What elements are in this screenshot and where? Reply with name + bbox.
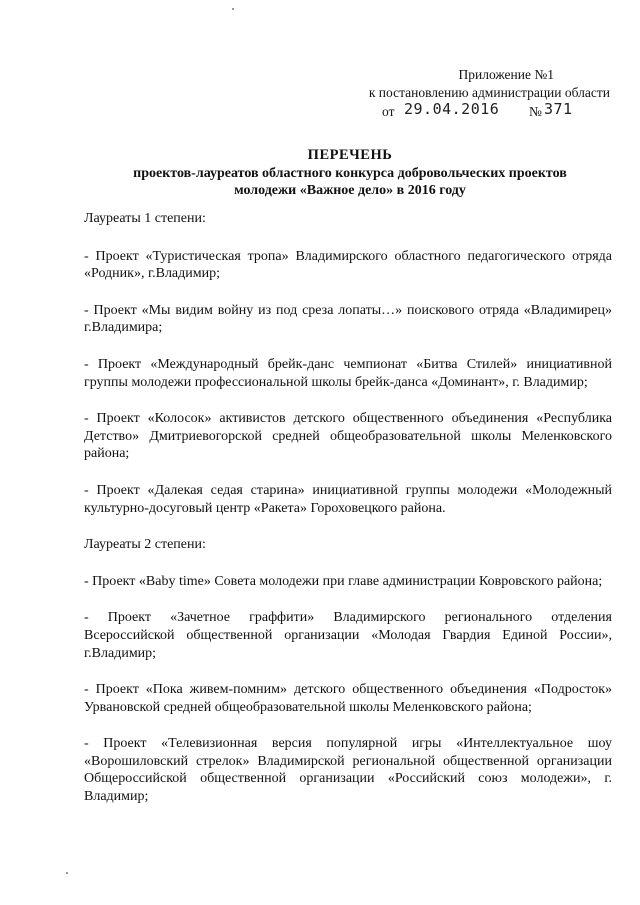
- appendix-title: Приложение №1: [458, 67, 554, 82]
- appendix-date: 29.04.2016: [404, 100, 500, 118]
- appendix-date-prefix: от: [382, 104, 395, 119]
- document-body: [84, 210, 612, 806]
- scan-speck: [66, 872, 68, 874]
- list-item: - Проект «Пока живем-помним» детского общественного объединения «Подросток» Урвановской средней общеобразовательной школы Меленковского района;: [84, 682, 612, 715]
- appendix-reference: к постановлению администрации области: [368, 84, 610, 100]
- appendix-number: 371: [544, 100, 573, 118]
- list-item: - Проект «Далекая седая старина» инициативной группы молодежи «Молодежный культурно-досуговый центр «Ракета» Гороховецкого района.: [84, 482, 612, 516]
- appendix-date-line: [360, 101, 610, 123]
- list-item: - Проект «Мы видим войну из под среза лопаты…» поискового отряда «Владимирец» г.Владимира;: [84, 302, 612, 336]
- section-heading-1: Лауреаты 1 степени:: [84, 211, 206, 226]
- document-title: [80, 147, 620, 200]
- title-line-3: молодежи «Важное дело» в 2016 году: [234, 183, 466, 198]
- list-item: - Проект «Зачетное граффити» Владимирского регионального отделения Всероссийской общественной организации «Молодая Гвардия Единой России», г.Владимир;: [84, 610, 612, 661]
- title-line-2: проектов-лауреатов областного конкурса добровольческих проектов: [133, 165, 567, 181]
- title-heading: ПЕРЕЧЕНЬ: [307, 147, 393, 163]
- appendix-block: [360, 66, 610, 123]
- list-item: - Проект «Колосок» активистов детского общественного объединения «Республика Детство» Дмитриевогорской средней общеобразовательной школы Меленковского района;: [84, 411, 612, 462]
- appendix-number-sign: №: [529, 104, 542, 119]
- list-item: - Проект «Baby time» Совета молодежи при главе администрации Ковровского района;: [84, 573, 603, 589]
- scan-speck: [232, 8, 234, 10]
- list-item: - Проект «Международный брейк-данс чемпионат «Битва Стилей» инициативной группы молодежи профессиональной школы брейк-данса «Доминант», г. Владимир;: [84, 356, 612, 390]
- list-item: - Проект «Телевизионная версия популярной игры «Интеллектуальное шоу «Ворошиловский стрелок» Владимирской региональной общественной организации Общероссийской общественной организации «Российский союз молодежи», г. Владимир;: [84, 736, 612, 805]
- section-heading-2: Лауреаты 2 степени:: [84, 537, 206, 553]
- list-item: - Проект «Туристическая тропа» Владимирского областного педагогического отряда «Родник», г.Владимир;: [84, 248, 612, 282]
